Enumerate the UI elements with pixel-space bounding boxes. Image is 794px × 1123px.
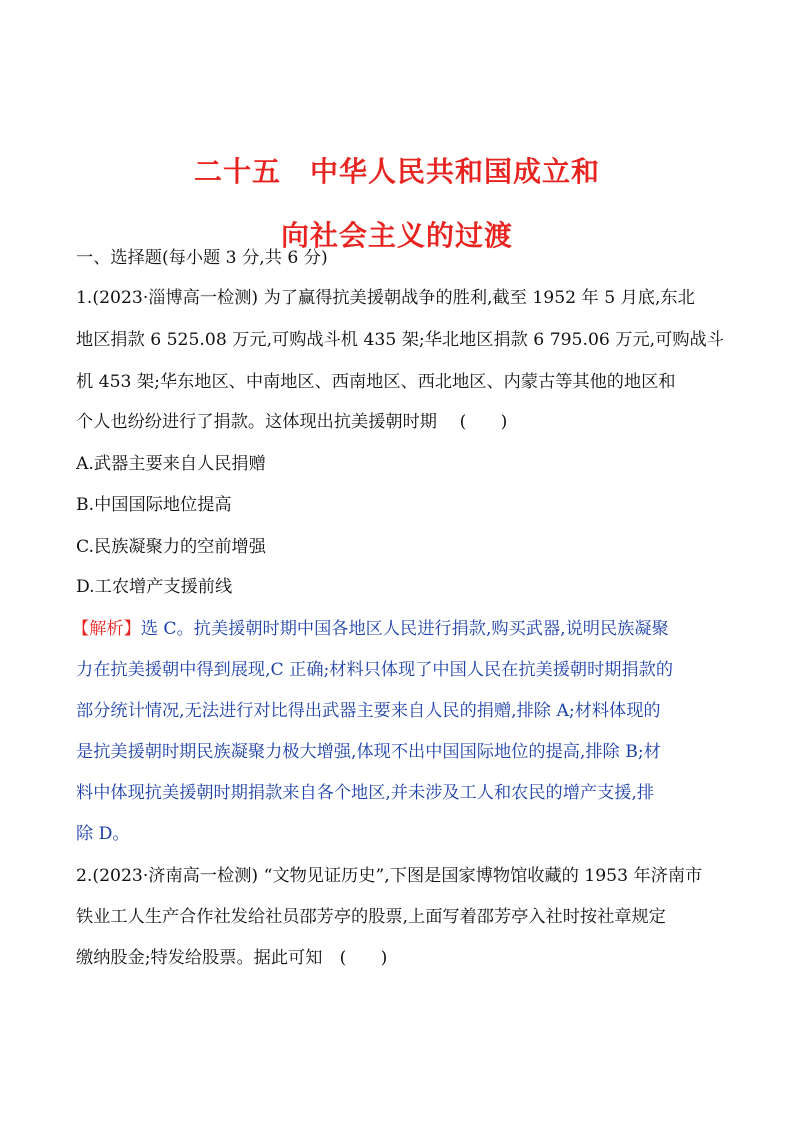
question-2-line-2: 铁业工人生产合作社发给社员邵芳亭的股票,上面写着邵芳亭入社时按社章规定 [76, 907, 666, 927]
analysis-label: 【解析】 [72, 619, 141, 639]
analysis-line-3: 部分统计情况,无法进行对比得出武器主要来自人民的捐赠,排除 A;材料体现的 [76, 701, 661, 721]
question-1-option-b: B.中国国际地位提高 [76, 495, 232, 515]
question-1-option-d: D.工农增产支援前线 [76, 577, 233, 597]
question-1-option-a: A.武器主要来自人民捐赠 [76, 454, 266, 474]
question-1-option-c: C.民族凝聚力的空前增强 [76, 537, 266, 557]
page-title-line-2: 向社会主义的过渡 [280, 219, 513, 252]
question-1-line-4: 个人也纷纷进行了捐款。这体现出抗美援朝时期 ( ) [76, 412, 508, 432]
section-heading: 一、选择题(每小题 3 分,共 6 分) [76, 248, 328, 268]
question-1-line-3: 机 453 架;华东地区、中南地区、西南地区、西北地区、内蒙古等其他的地区和 [76, 372, 676, 392]
question-1-line-1: 1.(2023·淄博高一检测) 为了赢得抗美援朝战争的胜利,截至 1952 年 5 月底,东北 [76, 288, 695, 308]
analysis-line-6: 除 D。 [76, 824, 130, 844]
question-2-line-1: 2.(2023·济南高一检测) “文物见证历史”,下图是国家博物馆收藏的 1953 年济南市 [76, 866, 703, 886]
question-2-line-3: 缴纳股金;特发给股票。据此可知 ( ) [76, 948, 388, 968]
analysis-text-1: 选 C。抗美援朝时期中国各地区人民进行捐款,购买武器,说明民族凝聚 [140, 619, 669, 639]
analysis-line-4: 是抗美援朝时期民族凝聚力极大增强,体现不出中国国际地位的提高,排除 B;材 [76, 742, 661, 762]
question-1-line-2: 地区捐款 6 525.08 万元,可购战斗机 435 架;华北地区捐款 6 795.06 万元,可购战斗 [76, 330, 724, 350]
analysis-line-1 [72, 615, 722, 643]
page-title-line-1: 二十五 中华人民共和国成立和 [193, 155, 600, 188]
analysis-line-5: 料中体现抗美援朝时期捐款来自各个地区,并未涉及工人和农民的增产支援,排 [76, 783, 655, 803]
analysis-line-2: 力在抗美援朝中得到展现,C 正确;材料只体现了中国人民在抗美援朝时期捐款的 [76, 660, 674, 680]
